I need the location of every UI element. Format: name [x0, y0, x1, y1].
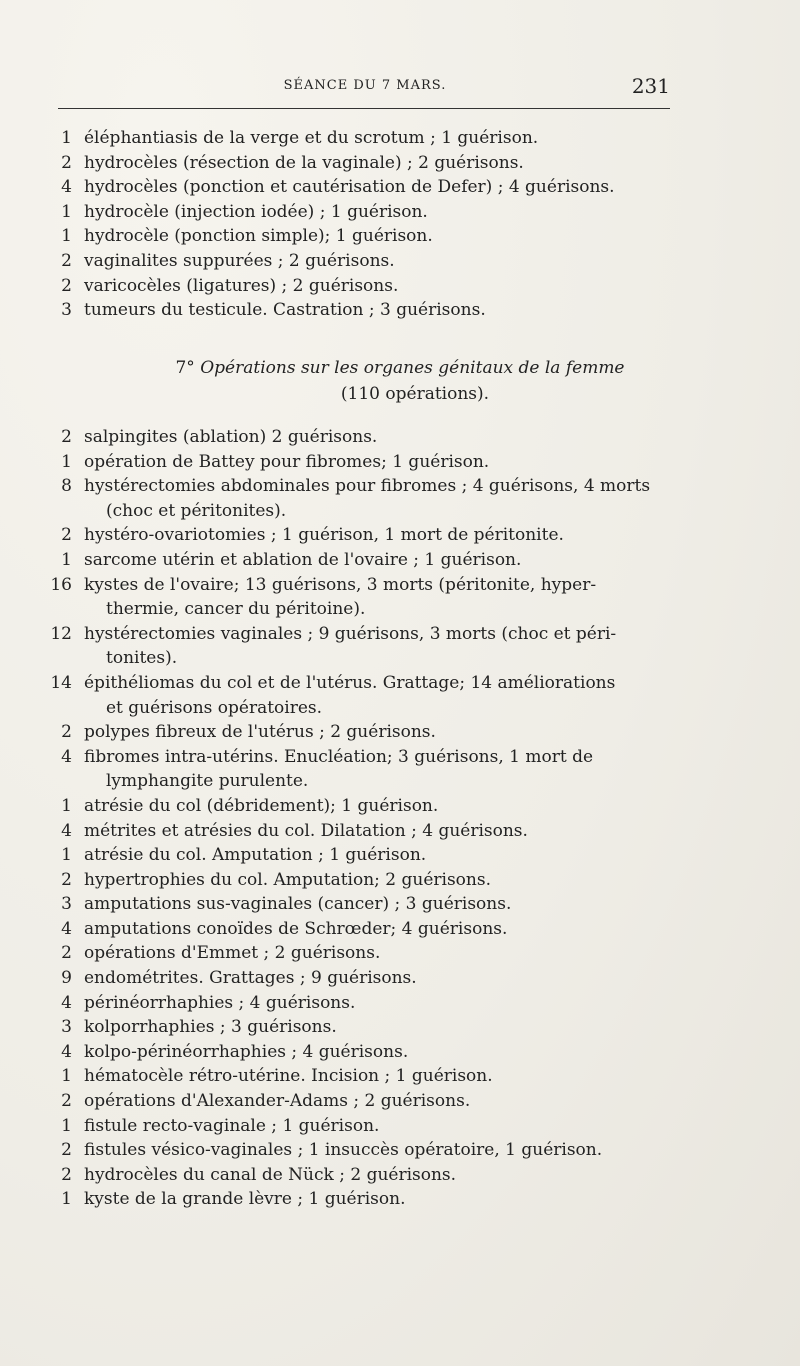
list-item	[0, 249, 800, 274]
item-text: hystéro-ovariotomies ; 1 guérison, 1 mort de péritonite.	[84, 525, 564, 546]
item-count: 1	[61, 845, 72, 866]
item-text: fistules vésico-vaginales ; 1 insuccès opératoire, 1 guérison.	[84, 1140, 603, 1161]
item-count: 1	[61, 128, 72, 148]
item-text: tumeurs du testicule. Castration ; 3 guérisons.	[84, 300, 486, 321]
item-text: salpingites (ablation) 2 guérisons.	[84, 427, 378, 447]
item-count: 4	[61, 177, 72, 198]
entry-list-men	[0, 126, 800, 323]
item-text: hydrocèles du canal de Nück ; 2 guérisons.	[84, 1164, 457, 1185]
list-item	[0, 1015, 800, 1040]
list-item	[0, 1040, 800, 1065]
item-text: kolporrhaphies ; 3 guérisons.	[84, 1017, 337, 1038]
item-count: 9	[61, 968, 72, 989]
list-item	[0, 523, 800, 548]
list-item	[0, 425, 800, 450]
item-text-continuation: et guérisons opératoires.	[106, 697, 323, 718]
item-text: hydrocèle (injection iodée) ; 1 guérison.	[84, 201, 428, 222]
item-count: 2	[61, 250, 72, 271]
list-item	[0, 1187, 800, 1212]
item-count: 12	[50, 623, 72, 644]
item-count: 1	[61, 226, 72, 247]
list-item	[0, 1163, 800, 1188]
list-item	[0, 843, 800, 868]
item-count: 2	[61, 1140, 72, 1161]
item-count: 2	[61, 525, 72, 546]
item-count: 2	[61, 869, 72, 890]
item-count: 1	[61, 451, 72, 472]
entry-list-women	[0, 425, 800, 1212]
item-count: 2	[61, 275, 72, 296]
list-item	[0, 745, 800, 794]
list-item	[0, 224, 800, 249]
section-subtitle: (110 opérations).	[340, 384, 490, 404]
item-text: opérations d'Alexander-Adams ; 2 guérisons.	[84, 1091, 471, 1112]
item-text: opérations d'Emmet ; 2 guérisons.	[84, 943, 381, 964]
list-item	[0, 274, 800, 299]
list-item	[0, 474, 800, 523]
section-ordinal: 7°	[175, 358, 195, 378]
section-title	[0, 355, 800, 381]
item-text: hydrocèles (ponction et cautérisation de Defer) ; 4 guérisons.	[84, 177, 615, 198]
item-text: hydrocèle (ponction simple); 1 guérison.	[84, 226, 433, 247]
list-item	[0, 819, 800, 844]
list-item	[0, 298, 800, 323]
list-item	[0, 151, 800, 176]
item-count: 1	[61, 201, 72, 222]
item-count: 8	[61, 476, 72, 497]
list-item	[0, 794, 800, 819]
item-text: hydrocèles (résection de la vaginale) ; 2 guérisons.	[84, 152, 524, 173]
item-count: 2	[61, 1164, 72, 1185]
item-text: sarcome utérin et ablation de l'ovaire ; 1 guérison.	[84, 549, 522, 570]
item-count: 1	[61, 795, 72, 816]
list-item	[0, 966, 800, 991]
list-item	[0, 573, 800, 622]
item-text: métrites et atrésies du col. Dilatation ; 4 guérisons.	[84, 820, 528, 841]
page-number: 231	[631, 74, 670, 98]
item-count: 2	[61, 1091, 72, 1112]
item-text: épithéliomas du col et de l'utérus. Grattage; 14 améliorations	[84, 672, 616, 693]
item-text-continuation: lymphangite purulente.	[106, 771, 309, 792]
item-text: fibromes intra-utérins. Enucléation; 3 guérisons, 1 mort de	[84, 746, 594, 767]
item-text: atrésie du col (débridement); 1 guérison.	[84, 795, 439, 816]
item-text: kolpo-périnéorrhaphies ; 4 guérisons.	[84, 1041, 409, 1062]
item-count: 3	[61, 1017, 72, 1038]
list-item	[0, 917, 800, 942]
item-count: 1	[61, 1066, 72, 1087]
item-text-continuation: (choc et péritonites).	[106, 500, 287, 521]
list-item	[0, 892, 800, 917]
item-text: hypertrophies du col. Amputation; 2 guérisons.	[84, 869, 491, 890]
item-count: 4	[61, 1041, 72, 1062]
item-count: 1	[61, 549, 72, 570]
item-count: 4	[61, 918, 72, 939]
item-count: 4	[61, 746, 72, 767]
list-item	[0, 1089, 800, 1114]
item-text: opération de Battey pour fibromes; 1 guérison.	[84, 451, 490, 472]
item-text: endométrites. Grattages ; 9 guérisons.	[84, 968, 417, 989]
item-text: varicocèles (ligatures) ; 2 guérisons.	[84, 275, 399, 296]
list-item	[0, 1138, 800, 1163]
list-item	[0, 991, 800, 1016]
list-item	[0, 671, 800, 720]
item-count: 4	[61, 820, 72, 841]
header-rule	[58, 108, 670, 109]
running-head	[60, 74, 670, 102]
list-item	[0, 1114, 800, 1139]
running-title: SÉANCE DU 7 MARS.	[283, 78, 447, 93]
item-count: 2	[61, 722, 72, 743]
item-text-continuation: tonites).	[106, 648, 178, 669]
item-text: hystérectomies abdominales pour fibromes ; 4 guérisons, 4 morts	[84, 476, 651, 497]
item-text: hystérectomies vaginales ; 9 guérisons, 3 morts (choc et péri-	[84, 623, 617, 644]
list-item	[0, 200, 800, 225]
list-item	[0, 720, 800, 745]
item-count: 4	[61, 992, 72, 1013]
item-count: 16	[50, 574, 72, 595]
item-count: 1	[61, 1115, 72, 1136]
item-text: kystes de l'ovaire; 13 guérisons, 3 morts (péritonite, hyper-	[84, 574, 597, 595]
list-item	[0, 126, 800, 151]
list-item	[0, 175, 800, 200]
list-item	[0, 868, 800, 893]
item-text: kyste de la grande lèvre ; 1 guérison.	[84, 1189, 406, 1210]
item-count: 3	[61, 894, 72, 915]
item-text: amputations conoïdes de Schrœder; 4 guérisons.	[84, 918, 508, 939]
item-text: fistule recto-vaginale ; 1 guérison.	[84, 1115, 380, 1136]
item-count: 2	[61, 943, 72, 964]
item-count: 2	[61, 427, 72, 447]
item-text: polypes fibreux de l'utérus ; 2 guérisons.	[84, 722, 436, 743]
item-text-continuation: thermie, cancer du péritoine).	[106, 599, 366, 620]
item-count: 14	[50, 672, 72, 693]
list-item	[0, 1064, 800, 1089]
list-item	[0, 622, 800, 671]
item-text: amputations sus-vaginales (cancer) ; 3 guérisons.	[84, 894, 512, 915]
item-text: atrésie du col. Amputation ; 1 guérison.	[84, 845, 427, 866]
item-count: 3	[61, 300, 72, 321]
item-text: hématocèle rétro-utérine. Incision ; 1 guérison.	[84, 1066, 493, 1087]
item-text: périnéorrhaphies ; 4 guérisons.	[84, 992, 356, 1013]
list-item	[0, 941, 800, 966]
item-text: éléphantiasis de la verge et du scrotum ; 1 guérison.	[84, 128, 539, 148]
section-heading	[0, 355, 800, 407]
list-item	[0, 450, 800, 475]
item-count: 1	[61, 1189, 72, 1210]
section-title-text: Opérations sur les organes génitaux de la femme	[200, 358, 625, 378]
item-text: vaginalites suppurées ; 2 guérisons.	[84, 250, 395, 271]
item-count: 2	[61, 152, 72, 173]
list-item	[0, 548, 800, 573]
